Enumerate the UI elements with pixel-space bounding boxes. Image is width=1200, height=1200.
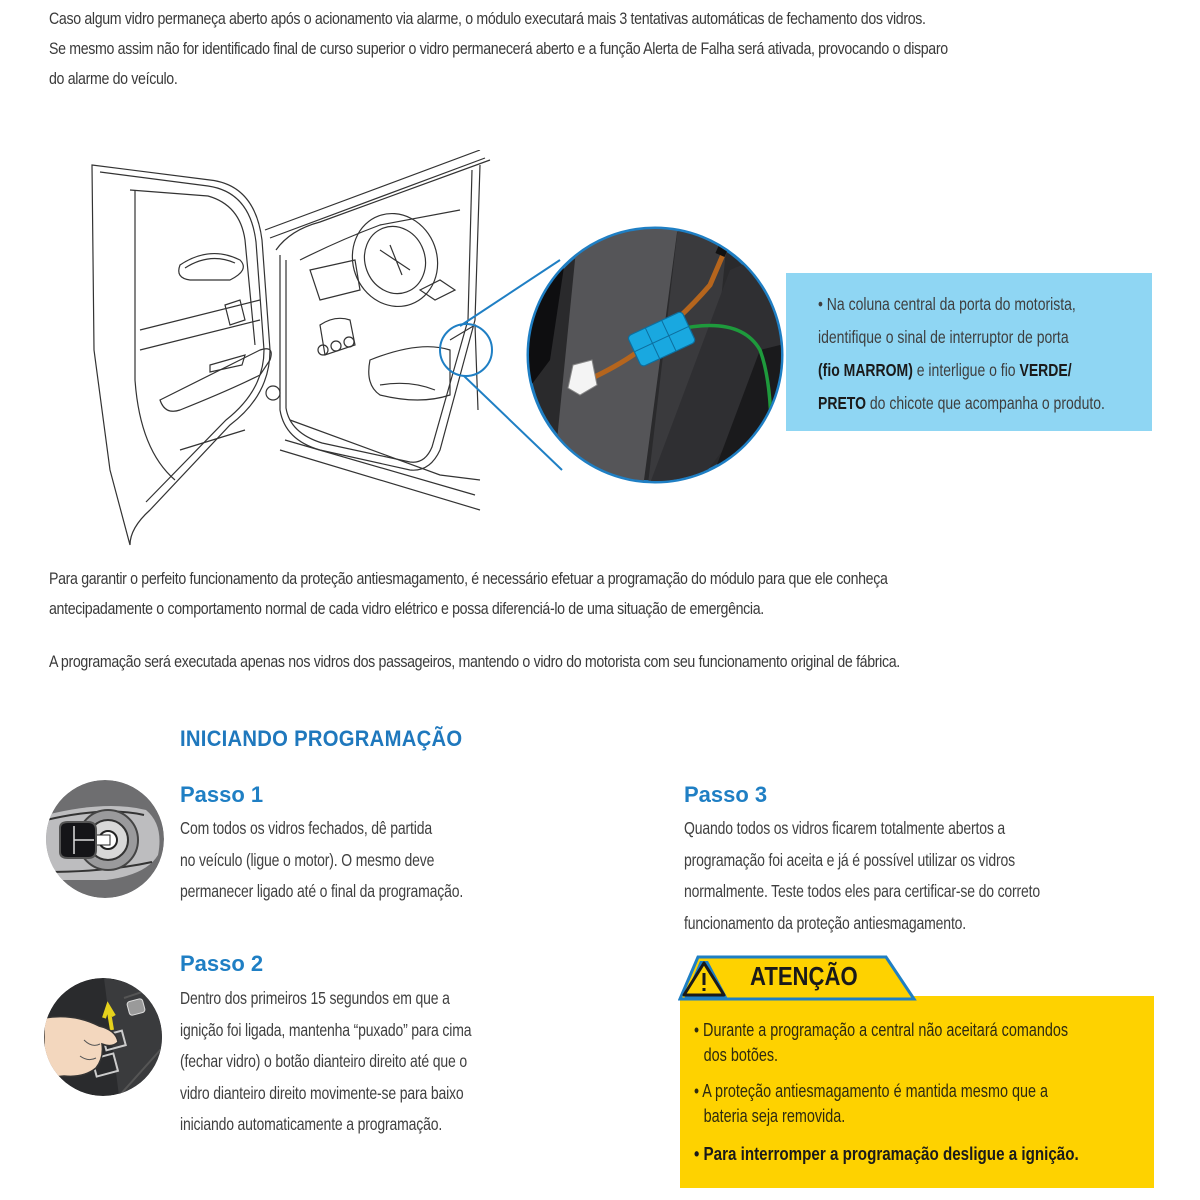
callout-line [818,387,1146,420]
section-title: INICIANDO PROGRAMAÇÃO [180,726,463,751]
callout-bold-wire: (fio MARROM) [818,360,913,380]
callout-line: identifique o sinal de interruptor de porta [818,327,1069,347]
window-switch-hand-icon [44,978,162,1096]
intro-line: Se mesmo assim não for identificado final de curso superior o vidro permanecerá aberto e a função Alerta de Falha será ativada, provocando o disparo [49,40,948,58]
callout-text-fragment: do chicote que acompanha o produto. [865,393,1105,413]
step-title: Passo 3 [684,782,768,807]
step-title: Passo 1 [180,782,264,807]
step-line: permanecer ligado até o final da programação. [180,881,464,901]
wire-connector-closeup [520,210,800,510]
step-line: Com todos os vidros fechados, dê partida [180,818,432,838]
step-text [684,813,1040,939]
intro-line: do alarme do veículo. [49,70,178,88]
attention-line: • Durante a programação a central não aceitará comandos [694,1020,1069,1040]
callout-text-fragment: e interligue o fio [912,360,1020,380]
attention-label: ATENÇÃO [750,961,858,991]
step-text [180,813,463,908]
step-title: Passo 2 [180,951,264,976]
car-door-line-drawing [92,150,490,545]
callout-bold-wire: VERDE/ [1019,360,1072,380]
callout-bold-wire: PRETO [818,393,866,413]
intro-paragraph [49,4,948,94]
step-line: normalmente. Teste todos eles para certificar-se do correto [684,881,1041,901]
intro-line: Caso algum vidro permaneça aberto após o acionamento via alarme, o módulo executará mais 3 tentativas automáticas de fechamento dos vidros. [49,10,926,28]
step-text [180,983,471,1141]
step-line: funcionamento da proteção antiesmagamento. [684,912,967,933]
attention-line: bateria seja removida. [703,1106,846,1126]
callout-line [818,354,1146,387]
step-line: Quando todos os vidros ficarem totalmente abertos a [684,818,1006,838]
attention-item-bold: • Para interromper a programação desligue a ignição. [694,1143,1079,1164]
programming-line: antecipadamente o comportamento normal de cada vidro elétrico e possa diferenciá-lo de uma situação de emergência. [49,600,764,618]
callout-text [818,288,1146,420]
step-line: iniciando automaticamente a programação. [180,1114,443,1134]
step-line: no veículo (ligue o motor). O mesmo deve [180,849,435,870]
step-line: vidro dianteiro direito movimente-se para baixo [180,1082,464,1103]
programming-paragraph [49,564,888,624]
programming-line: Para garantir o perfeito funcionamento da proteção antiesmagamento, é necessário efetuar a programação do módulo para que ele conheça [49,570,888,588]
attention-item [694,1018,1068,1068]
step-line: Dentro dos primeiros 15 segundos em que a [180,988,450,1008]
attention-line: dos botões. [703,1045,779,1065]
ignition-key-icon [46,780,164,898]
step-line: programação foi aceita e já é possível utilizar os vidros [684,849,1015,870]
programming-note: A programação será executada apenas nos vidros dos passageiros, mantendo o vidro do motorista com seu funcionamento original de fábrica. [49,653,900,671]
attention-item [694,1079,1048,1129]
step-line: ignição foi ligada, mantenha “puxado” para cima [180,1019,472,1040]
callout-line: • Na coluna central da porta do motorista, [818,294,1076,314]
attention-line: • A proteção antiesmagamento é mantida mesmo que a [694,1081,1049,1101]
step-line: (fechar vidro) o botão dianteiro direito até que o [180,1051,467,1071]
